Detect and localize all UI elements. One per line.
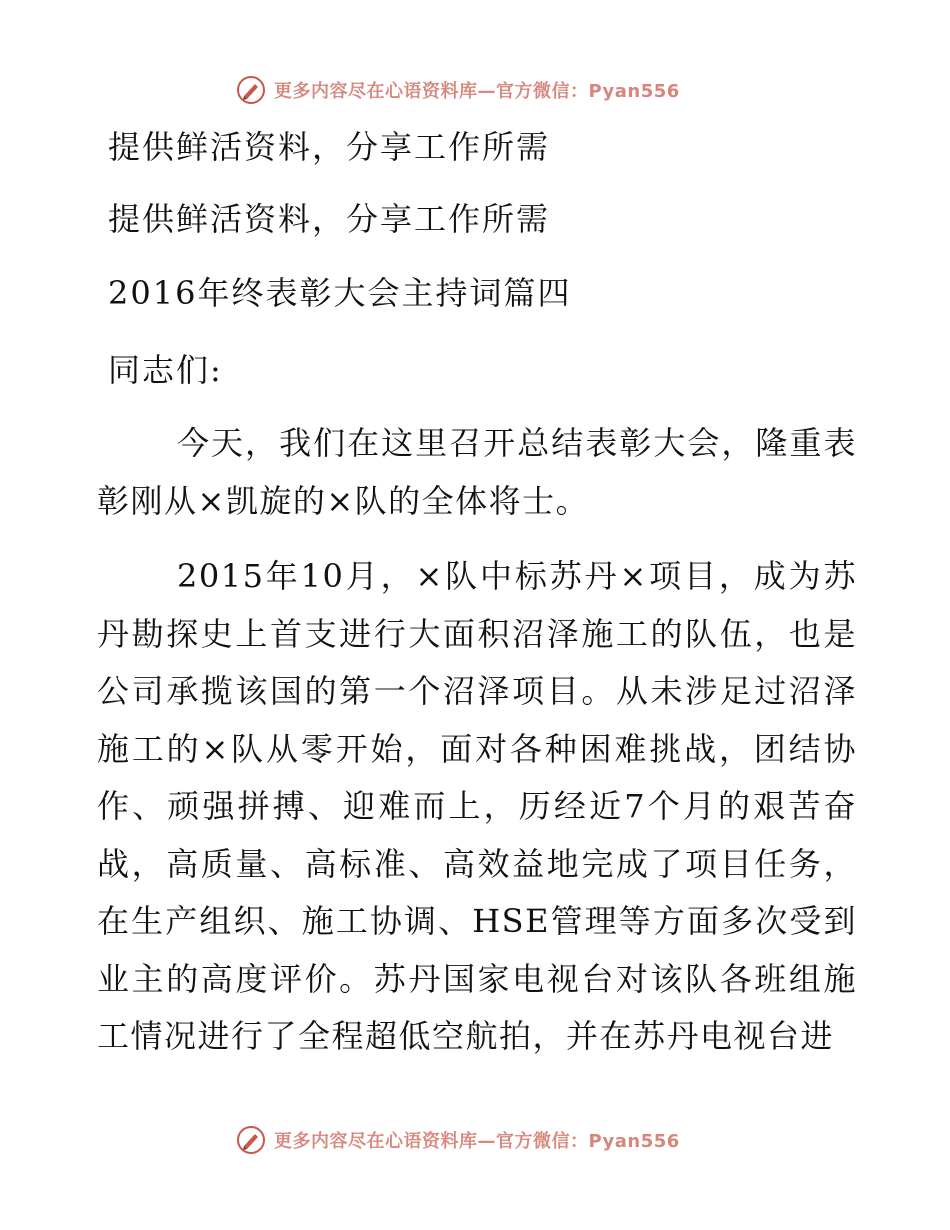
paragraph-2: 2015年10月，×队中标苏丹×项目，成为苏丹勘探史上首支进行大面积沼泽施工的队伍，也是公司承揽该国的第一个沼泽项目。从未涉足过沼泽施工的×队从零开始，面对各种困难挑战，团结协作、顽强拼搏、迎难而上，历经近7个月的艰苦奋战，高质量、高标准、高效益地完成了项目任务，在生产组织、施工协调、HSE管理等方面多次受到业主的高度评价。苏丹国家电视台对该队各班组施工情况进行了全程超低空航拍，并在苏丹电视台进 [97,557,857,1055]
header-line-2: 提供鲜活资料，分享工作所需 [108,200,551,238]
watermark-footer [236,1122,680,1158]
pen-logo-icon [236,1125,266,1155]
watermark-header [236,72,680,108]
paragraph-1: 今天，我们在这里召开总结表彰大会，隆重表彰刚从×凯旋的×队的全体将士。 [97,424,857,520]
header-line-1: 提供鲜活资料，分享工作所需 [108,128,551,166]
pen-logo-icon [236,75,266,105]
document-title: 2016年终表彰大会主持词篇四 [108,274,572,312]
watermark-text: 更多内容尽在心语资料库—官方微信：Pyan556 [274,1131,680,1152]
salutation: 同志们: [108,351,223,389]
watermark-text: 更多内容尽在心语资料库—官方微信：Pyan556 [274,81,680,102]
